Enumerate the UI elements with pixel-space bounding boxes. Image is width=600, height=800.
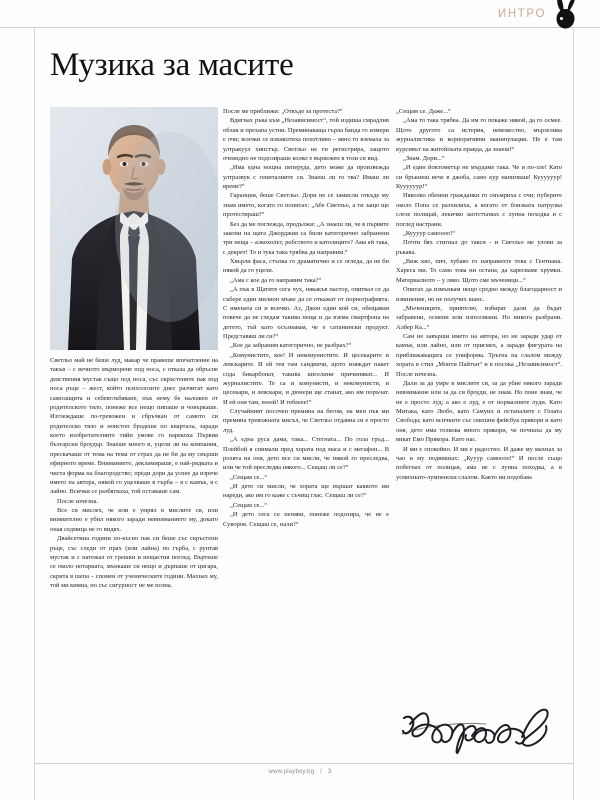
paragraph: „А една руса дама, така... Стегната... По гола гръд... Плейбой я снимали пред хората под маса и с мегафон... В ролята на оня, дето все си мисли, че някой го преследва, или че той преследва някого... Сещаш ли се?“: [223, 436, 389, 472]
page-title: Музика за масите: [50, 47, 294, 83]
paragraph: Без да ме поглежда, продължи: „А знаеш ли, че в първите закони на щата Джорджия са били категорично забранени три неща – алкохолът, робството и католиците? Ама ей така, с декрет! То и тука така трябва да направим.“: [223, 220, 389, 256]
paragraph: „И дето сега се пеняви, понеже подозира, че не е Суворов. Сещаш се, нали?“: [223, 511, 389, 528]
paragraph: „А пък в Щатите сега чух, някакъв пастор, опитвал се да събере един милион мъже да се откажат от порнографията. С имената си и всичко. Аз, Джон един кой си, обещавам повече да не гледам такива неща и да взема смартфона на детето, тъй като осъзнавам, че е сатанински продукт. Представяш ли си?“: [223, 286, 389, 340]
paragraph: Дали за да умре в мислите си, за да убие някого заради невнимание или за да си броуди, не знам. Но поне знам, че не е просто луд; а ако е луд, е от нормалните луди. Като Митака, като Любо, като Самуил и останалите с Голата Свобода; като всичките със смешни фейсбук прякори и като оня, дето има толкова много прякори, че почнаха да му викат Емо Прякора. Като нас.: [396, 379, 562, 444]
section-label: ИНТРО: [498, 7, 546, 20]
paragraph: „Сещам се. Даже...“: [396, 108, 451, 115]
paragraph: „Има една нощна пеперуда, дето може да произвежда ултразвук с гениталиите си. Знаеш ли го тва? Имаш ли време?“: [223, 164, 389, 190]
masthead: [498, 0, 582, 27]
article-column-3: [396, 107, 562, 482]
paragraph: Двайсетина години по-късно пак си беше със скръстени ръце, със следи от прах (или лайна) по гърба, с рунтав мустак и с натежал от грешки и нещастия поглед. Въртеше се около нотариата, мънкаше си нещо и дърпаше от цигара, скрита в шепа – спомен от ученическите години. Махнах му, той ми кимна, но със сигурност не ме позна.: [50, 535, 218, 589]
paragraph: „И един йоктометър не мърдаме така. Че и по-зле! Като си бръкнеш вече в джоба, само кур напипваш! Куууууур! Куууууур!“: [396, 164, 562, 190]
author-portrait-photo: [50, 107, 218, 350]
paragraph: После ме приближи: „Откъде за протеста?“: [223, 108, 343, 115]
author-signature: [400, 704, 560, 756]
footer-separator: /: [320, 769, 323, 775]
paragraph: Вдигнах ръка към „Независимост“, той издиша смрадлив облак и прехапа устни. Преминаваща гърла банда го измери с очи; всички се изкикотиха похотливо – явно го вземаха за ултракуул хипстър. Светльо не ги регистрира, защото очевидно не подозираше колко е вървежен в този си вид.: [223, 117, 389, 162]
paragraph: Хвърли фаса, стъпка го драматично и се огледа, да не би някой да го уцели.: [223, 258, 389, 275]
paragraph: „Ама с кое да го направим така?“: [230, 276, 322, 284]
paragraph: „Куууур самоооо!“: [403, 229, 456, 237]
paragraph: „Виж кво, пич, хубаво го направихте това с Гентиана. Хареса ми. То само това ни остана, да харесваме хрумки. Материалното – у ляво. Щото сме мъченици...“: [396, 258, 562, 284]
paragraph: Светльо май не беше луд, макар че правеше впечатление на такъв – с вечното мърморене под носа, с отказа да обръсне девствения мустак също под носа, със скръстените пак под носа ръце – жест, който психолозите днес разчитат като самозащита и себевглъбяване, пък нему бе наложен от родителското тяло, понеже все нещо пипаше и човъркаше. Изглеждаше по-тревожен и сбръчкан от самото си родителско тяло и нонстоп бродеше по квартала, заради което изобретателните тийн умове го нарекоха Първия български броудър. Знаеше много и, уцели ли на компания, прескачаше от тема на тема от страх да не би да му свърши ефирното време. Вниманието, декламираше, е най-рядката и чиста форма на благородство; преди дори да успее да изрече името на автора, някой го уцелваше в гърба – я с камък, я с лайно. Всички се разбягваха, той оставаше сам.: [50, 357, 218, 496]
paragraph: После изчезна.: [57, 497, 99, 505]
playboy-bunny-icon: [552, 0, 582, 30]
article-column-2: [223, 107, 389, 529]
masthead-divider: [0, 27, 600, 28]
footer-divider: [34, 763, 574, 764]
footer-page-number: 3: [327, 769, 332, 775]
footer-site-url[interactable]: www.playboy.bg: [268, 769, 315, 775]
left-margin-rule: [34, 27, 35, 800]
paragraph: Случайният посочен премина на бегом, на мен пък ми премина тревожната мисъл, че Светльо отдавна си е просто луд.: [223, 408, 389, 434]
paragraph: И ми е спокойно. И ми е радостно. И даже му махнах за чао и му подвикнах: „Кууур самоооо!“ И после също побегнах от полицая, ама не с лунна походка, а в усмихнато-лумпенски слалом. Както ни подобава: [396, 445, 562, 481]
paragraph: „Комунистите, кое! И некомунистите. И цесекарите и левскарите. И ей тея там сандвичи, щото изяждат пакет сода бикарбонат, такива киселини причиняват... И журналистите. Те са и комунисти, и некомунисти, и цесекари, и левскари, и дюнери ще станат, ако им поръчат. И ей оня там, еееей! И тебееее!“: [223, 351, 389, 406]
paragraph: Няколко обемни гражданки го смъмриха с очи; пуберите около Попа се разхилиха, а когато от близката патрулка слезе полицай, лекичко заотстъпвах с лунна походка и с поглед настрани.: [396, 192, 562, 228]
paragraph: Опитах да измънкам нещо средно между благодарност и извинение, но не получих шанс.: [396, 286, 562, 303]
paragraph: „Сещам се...“: [230, 501, 268, 509]
paragraph: „Мъчениците, приятелю, избират дали да бъдат забравени, осмени или използвани. Но никога разбрани. Албер Ка...“: [396, 304, 562, 331]
paragraph: „Знам. Дори...“: [403, 154, 445, 162]
paragraph: Гаранция, беше Светльо. Дори не се замисли откъде му знам името, когато го попитах: „Абе Светльо, а ти защо ще протестираш?“: [223, 192, 389, 219]
paragraph: „Кое да забраним категорично, не разбрах?“: [230, 342, 352, 350]
page-footer: [0, 769, 600, 775]
right-margin-rule: [573, 27, 574, 800]
paragraph: Почти бях стигнал до такси - и Светльо ме улови за ръкава.: [396, 239, 562, 256]
paragraph: Все си мислех, че или е умрял в мислите си, или внимателно е убил някого заради невниманието му, докато оная седмица не го видях.: [50, 507, 218, 533]
article-column-1: [50, 356, 218, 590]
paragraph: „Сещам се...“: [230, 473, 268, 481]
paragraph: „Ама то така трябва. Да им го покаже някой, да го осмее. Щото другото са истерия, невежество, мързелива журналистика и корпоративни манипулации. Не е там курсивът на житейската правда, да знаеш!“: [396, 117, 562, 153]
paragraph: Сам не завърши името на автора, но не заради удар от камък, или лайно, или от присмех, а заради фигурата на приближаващата се униформа. Тръгна на слалом между хората в стил „Монти Пайтън“ и в посока „Независимост“. После изчезна.: [396, 333, 562, 378]
paragraph: „И дето си мисли, че хората ще вършат каквото им нареди, ако им го каже с съчищ глас. Сещаш ли се?“: [223, 483, 389, 500]
